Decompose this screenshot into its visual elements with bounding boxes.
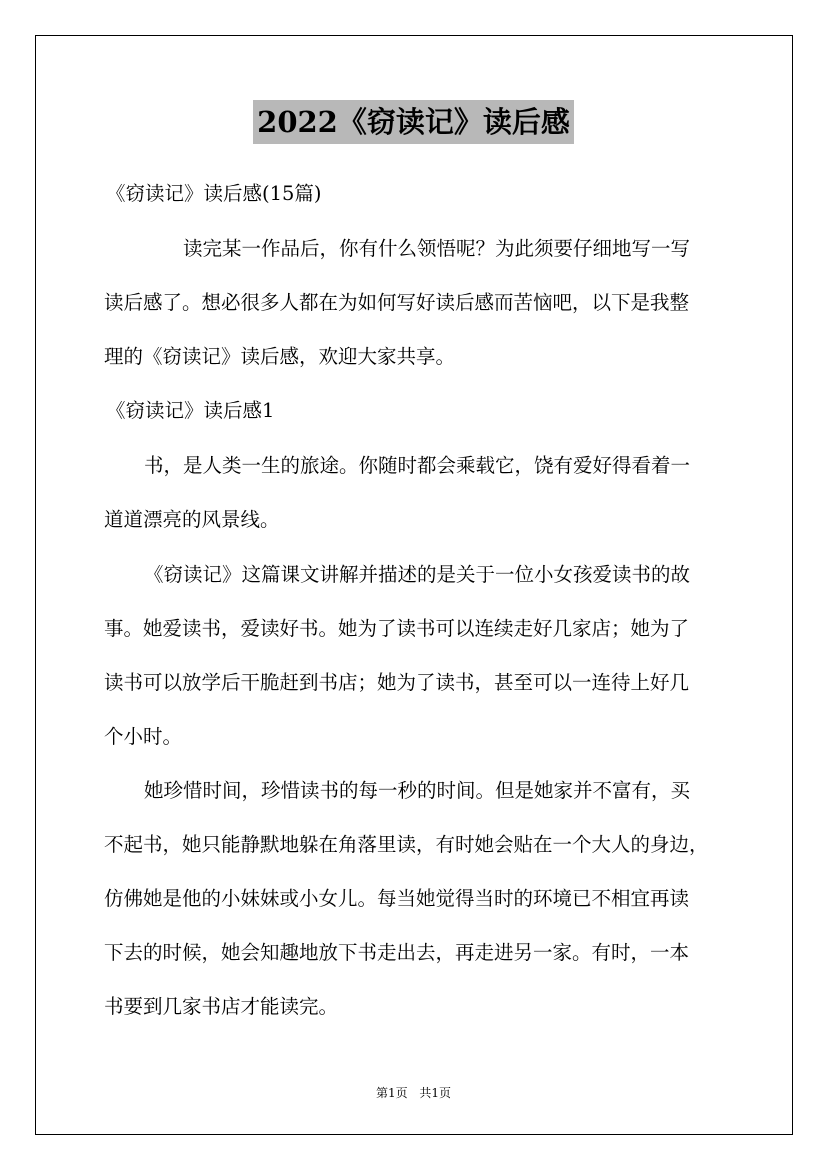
paragraph-line: 读书可以放学后干脆赶到书店；她为了读书，甚至可以一连待上好几	[104, 671, 690, 694]
page-total: 共1页	[419, 1086, 452, 1100]
document-title: 2022《窃读记》读后感	[253, 100, 574, 144]
document-subtitle: 《窃读记》读后感(15篇)	[106, 182, 322, 205]
paragraph-line: 仿佛她是他的小妹妹或小女儿。每当她觉得当时的环境已不相宜再读	[104, 887, 690, 910]
page-number: 第1页	[375, 1086, 408, 1100]
paragraph-line: 下去的时候，她会知趣地放下书走出去，再走进另一家。有时，一本	[104, 941, 690, 964]
page-footer	[0, 1084, 827, 1101]
paragraph-line: 道道漂亮的风景线。	[104, 508, 280, 531]
paragraph-line: 《窃读记》这篇课文讲解并描述的是关于一位小女孩爱读书的故	[144, 563, 691, 586]
section-heading: 《窃读记》读后感1	[106, 399, 275, 422]
intro-line: 理的《窃读记》读后感，欢迎大家共享。	[104, 345, 456, 368]
paragraph-line: 书要到几家书店才能读完。	[104, 995, 339, 1018]
paragraph-line: 个小时。	[104, 725, 183, 748]
paragraph-line: 书，是人类一生的旅途。你随时都会乘载它，饶有爱好得看着一	[144, 454, 691, 477]
intro-line: 读后感了。想必很多人都在为如何写好读后感而苦恼吧，以下是我整	[104, 291, 690, 314]
paragraph-line: 不起书，她只能静默地躲在角落里读，有时她会贴在一个大人的身边，	[104, 833, 709, 856]
paragraph-line: 她珍惜时间，珍惜读书的每一秒的时间。但是她家并不富有，买	[144, 779, 691, 802]
paragraph-line: 事。她爱读书，爱读好书。她为了读书可以连续走好几家店；她为了	[104, 617, 690, 640]
intro-line: 读完某一作品后，你有什么领悟呢？为此须要仔细地写一写	[183, 237, 691, 260]
